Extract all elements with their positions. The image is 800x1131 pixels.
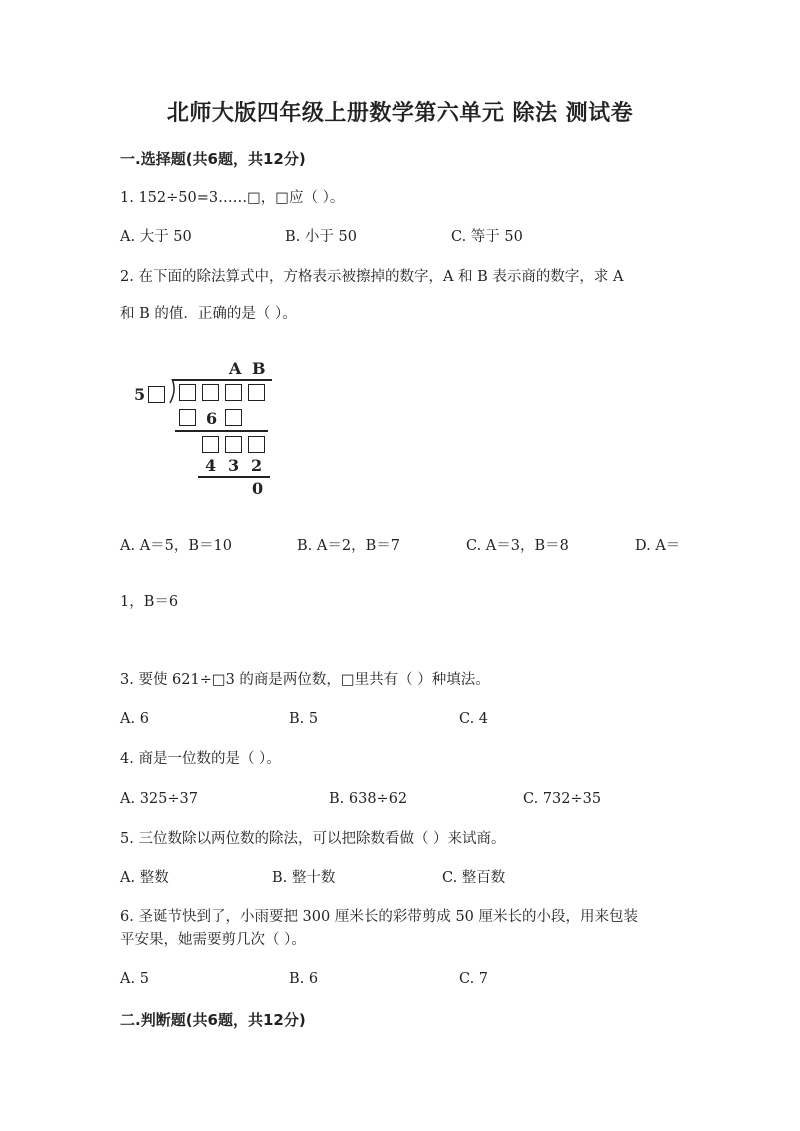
question-2-stem-line-2: 和 B 的值．正确的是（ ）。 <box>120 306 297 322</box>
divisor-digit: 5 <box>134 385 146 404</box>
question-2-stem-line-1: 2. 在下面的除法算式中，方格表示被擦掉的数字，A 和 B 表示商的数字，求 A <box>120 269 624 285</box>
row3-digit-2: 3 <box>228 456 240 475</box>
question-3-stem: 3. 要使 621÷□3 的商是两位数，□里共有（ ）种填法。 <box>120 672 490 688</box>
product-blank-box-1 <box>179 409 196 426</box>
question-2-option-a: A. A＝5，B＝10 <box>120 538 232 554</box>
question-4-option-b: B. 638÷62 <box>329 791 408 807</box>
question-1-option-b: B. 小于 50 <box>285 229 357 245</box>
dividend-blank-box-2 <box>202 384 219 401</box>
remainder-blank-box-3 <box>248 436 265 453</box>
question-6-option-a: A. 5 <box>120 971 149 987</box>
question-6-stem-line-1: 6. 圣诞节快到了，小雨要把 300 厘米长的彩带剪成 50 厘米长的小段，用来包装 <box>120 909 639 925</box>
long-division-figure <box>128 352 278 500</box>
page-title: 北师大版四年级上册数学第六单元 除法 测试卷 <box>166 101 634 126</box>
question-1-option-a: A. 大于 50 <box>120 229 192 245</box>
question-1-option-c: C. 等于 50 <box>451 229 523 245</box>
question-6-option-b: B. 6 <box>289 971 319 987</box>
question-2-option-d-continued: 1，B＝6 <box>120 594 179 610</box>
question-5-option-b: B. 整十数 <box>272 870 336 886</box>
question-5-option-c: C. 整百数 <box>442 870 506 886</box>
question-6-stem-line-2: 平安果，她需要剪几次（ ）。 <box>120 932 306 948</box>
question-2-option-d: D. A＝ <box>635 538 681 554</box>
question-3-option-c: C. 4 <box>459 711 489 727</box>
question-5-option-a: A. 整数 <box>120 870 169 886</box>
product-digit-6: 6 <box>206 409 218 428</box>
question-4-stem: 4. 商是一位数的是（ ）。 <box>120 751 281 767</box>
row3-digit-1: 4 <box>205 456 217 475</box>
remainder-blank-box-2 <box>225 436 242 453</box>
question-4-option-a: A. 325÷37 <box>120 791 198 807</box>
subtraction-line-1 <box>175 430 268 432</box>
question-3-option-a: A. 6 <box>120 711 149 727</box>
remainder-blank-box-1 <box>202 436 219 453</box>
subtraction-line-2 <box>198 476 270 478</box>
row3-digit-3: 2 <box>251 456 263 475</box>
question-6-option-c: C. 7 <box>459 971 489 987</box>
dividend-blank-box-3 <box>225 384 242 401</box>
section-heading-true-false: 二.判断题(共6题，共12分) <box>120 1011 306 1029</box>
question-3-option-b: B. 5 <box>289 711 319 727</box>
product-blank-box-3 <box>225 409 242 426</box>
quotient-digit-a: A <box>229 359 242 378</box>
question-4-option-c: C. 732÷35 <box>523 791 602 807</box>
quotient-digit-b: B <box>252 359 266 378</box>
dividend-blank-box-1 <box>179 384 196 401</box>
question-2-option-c: C. A＝3，B＝8 <box>466 538 569 554</box>
final-remainder-digit: 0 <box>252 479 264 498</box>
question-2-option-b: B. A＝2，B＝7 <box>297 538 400 554</box>
dividend-blank-box-4 <box>248 384 265 401</box>
question-5-stem: 5. 三位数除以两位数的除法，可以把除数看做（ ）来试商。 <box>120 831 506 847</box>
section-heading-choice: 一.选择题(共6题，共12分) <box>120 150 306 168</box>
question-1-stem: 1. 152÷50=3……□，□应（ ）。 <box>120 190 345 206</box>
divisor-blank-box <box>148 386 165 403</box>
